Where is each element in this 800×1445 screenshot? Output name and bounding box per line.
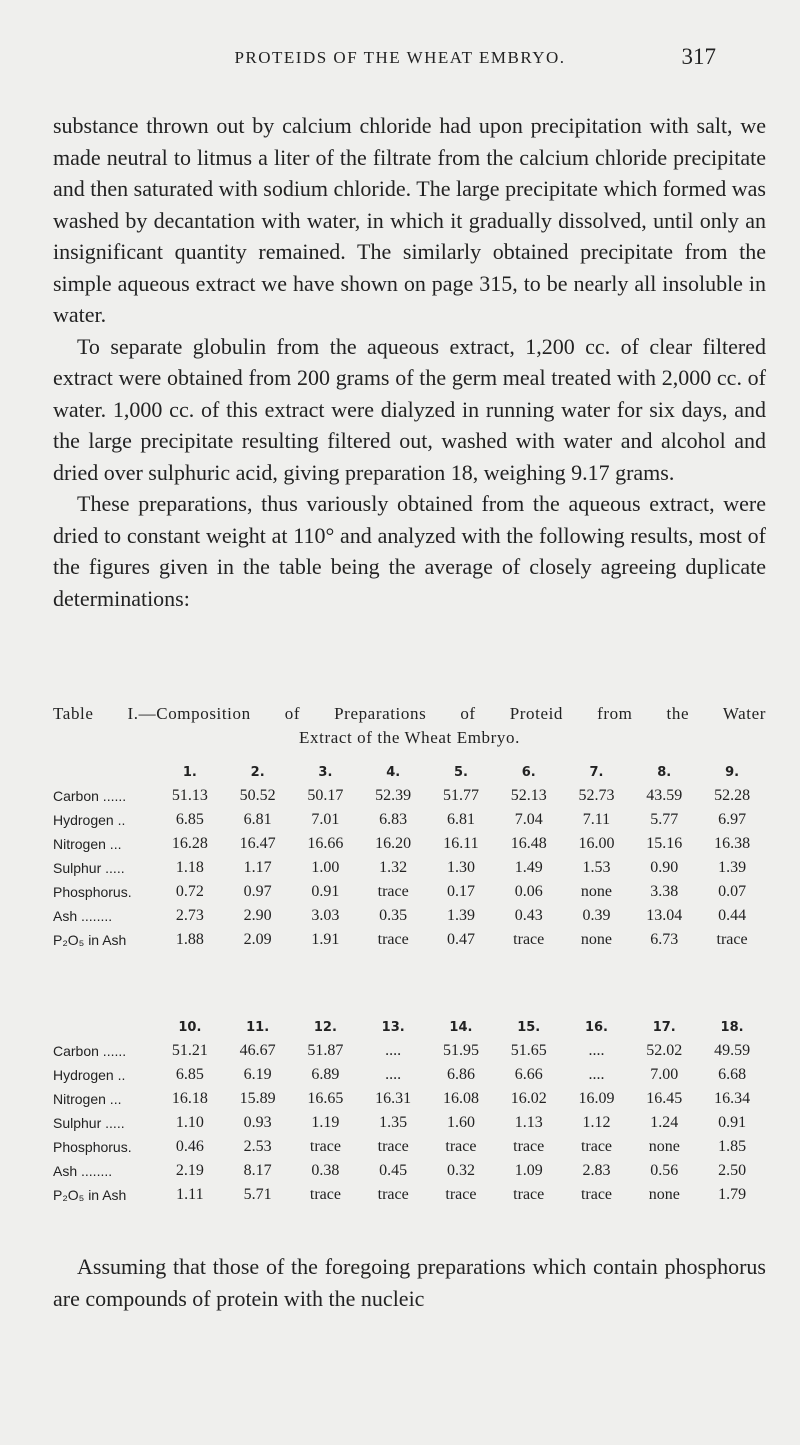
row-label: Sulphur ..... [53,1115,125,1131]
table-cell: 51.21 [171,1042,208,1059]
table-cell: 6.86 [446,1066,475,1083]
row-label: Sulphur ..... [53,860,125,876]
table-cell: 16.34 [714,1090,751,1107]
table-cell: 0.91 [718,1114,747,1131]
table-cell: 51.95 [442,1042,479,1059]
table-cell: 1.19 [311,1114,340,1131]
table-cell: 2.50 [718,1162,747,1179]
table-cell: 1.12 [582,1114,611,1131]
table-cell: 2.73 [175,907,204,924]
table-cell: trace [513,1138,545,1155]
table-cell: 52.13 [510,787,547,804]
table-cell: 0.45 [379,1162,408,1179]
table-cell: trace [445,1138,477,1155]
table-cell: 1.17 [243,859,272,876]
table-cell: trace [580,1186,613,1203]
row-label: P₂O₅ in Ash [53,1187,127,1203]
header-blank-cell [53,760,156,784]
column-header: 5. [453,764,468,780]
paragraph: These preparations, thus variously obtained from the aqueous extract, were dried to constant weight at 110° and analyzed with the following results, most of the figures given in the table being the average of closely agreeing duplicate determinations: [53,491,766,611]
table-cell: 52.02 [646,1042,683,1059]
table-cell: trace [513,1186,545,1203]
table-cell: 49.59 [714,1042,751,1059]
table-cell: 43.59 [646,787,683,804]
table-cell: 8.17 [243,1162,272,1179]
column-header: 11. [246,1019,270,1035]
row-label: P₂O₅ in Ash [53,932,127,948]
table-cell: 16.48 [510,835,547,852]
table-cell: trace [377,1186,409,1203]
table-row [53,1039,766,1063]
table-row [53,880,766,904]
table-cell: 2.83 [582,1162,611,1179]
table-cell: .... [588,1042,605,1059]
table-row [53,1159,766,1183]
column-header: 13. [381,1019,405,1035]
table-header-row [53,760,766,784]
paragraph: Assuming that those of the foregoing preparations which contain phosphorus are compounds of protein with the nucleic [53,1254,766,1311]
table-cell: 1.53 [582,859,611,876]
table-row [53,1087,766,1111]
table-cell: 0.32 [446,1162,475,1179]
table-cell: 3.03 [311,907,340,924]
table-cell: 0.17 [446,883,475,900]
table-cell: trace [377,931,409,948]
column-header: 14. [449,1019,473,1035]
table-header-row [53,1015,766,1039]
table-cell: 1.13 [514,1114,543,1131]
table-cell: 1.49 [514,859,543,876]
table-cell: 0.97 [243,883,272,900]
table-cell: 6.85 [175,811,204,828]
table-cell: 51.77 [442,787,479,804]
table-cell: 1.30 [446,859,475,876]
table-cell: 3.38 [650,883,679,900]
paragraph: substance thrown out by calcium chloride had upon precipitation with salt, we made neutral to litmus a liter of the filtrate from the calcium chloride precipitate and then saturated with sodium chloride. The large precipitate which formed was washed by decantation with water, in which it gradually dissolved, until only an insignificant quantity remained. The similarly obtained precipitate from the simple aqueous extract we have shown on page 315, to be nearly all insoluble in water. [53,113,766,327]
table-cell: trace [309,1186,341,1203]
header-blank-cell [53,1015,156,1039]
column-header: 9. [725,764,740,780]
table-cell: 46.67 [239,1042,276,1059]
table-cell: 1.60 [446,1114,475,1131]
table-cell: 16.20 [375,835,412,852]
table-cell: none [580,883,613,900]
table-cell: 50.17 [307,787,344,804]
table-cell: 15.16 [646,835,683,852]
table-cell: 1.18 [175,859,204,876]
paragraph: To separate globulin from the aqueous extract, 1,200 cc. of clear filtered extract were obtained from 200 grams of the germ meal treated with 2,000 cc. of water. 1,000 cc. of this extract were dialyzed in running water for six days, and the large precipitate resulting filtered out, washed with water and alcohol and dried over sulphuric acid, giving preparation 18, weighing 9.17 grams. [53,333,766,485]
table-cell: 16.00 [578,835,615,852]
table-cell: 1.35 [379,1114,408,1131]
table-cell: 6.89 [311,1066,340,1083]
table-cell: 1.39 [446,907,475,924]
table-cell: 7.01 [311,811,340,828]
table-row [53,1135,766,1159]
row-label: Hydrogen .. [53,812,126,828]
table-cell: 0.38 [311,1162,340,1179]
column-header: 16. [584,1019,608,1035]
column-header: 17. [652,1019,676,1035]
table-cell: .... [385,1066,402,1083]
table-cell: 16.31 [375,1090,412,1107]
table-cell: 0.39 [582,907,611,924]
table-cell: 6.85 [175,1066,204,1083]
table-cell: 1.11 [176,1186,204,1203]
row-label: Ash ........ [53,1163,113,1179]
table-cell: 1.24 [650,1114,679,1131]
table-cell: 2.19 [175,1162,204,1179]
table-cell: 1.39 [718,859,747,876]
table-cell: 6.73 [650,931,679,948]
column-header: 15. [517,1019,541,1035]
table-cell: 1.88 [175,931,204,948]
table-cell: 1.79 [718,1186,747,1203]
table-cell: 0.43 [514,907,543,924]
column-header: 12. [313,1019,337,1035]
table-cell: 2.53 [243,1138,272,1155]
column-header: 6. [521,764,536,780]
table-cell: 6.81 [243,811,272,828]
table-cell: 15.89 [239,1090,276,1107]
table-cell: 52.28 [714,787,751,804]
table-row [53,784,766,808]
table-cell: 7.00 [650,1066,679,1083]
table-row [53,1063,766,1087]
table-cell: 2.09 [243,931,272,948]
table-cell: 0.44 [718,907,747,924]
table-cell: 6.66 [514,1066,543,1083]
table-row [53,904,766,928]
table-cell: 6.97 [718,811,747,828]
table-cell: 1.32 [379,859,408,876]
row-label: Carbon ...... [53,788,127,804]
table-title-line-2: Extract of the Wheat Embryo. [299,728,520,747]
table-cell: 16.28 [171,835,208,852]
column-header: 2. [250,764,265,780]
table-cell: none [648,1186,680,1203]
table-row [53,928,766,952]
table-cell: trace [513,931,545,948]
column-header: 8. [657,764,672,780]
table-cell: 0.47 [446,931,475,948]
column-header: 18. [720,1019,744,1035]
table-cell: 0.91 [311,883,340,900]
table-cell: 1.09 [514,1162,543,1179]
table-cell: 16.18 [171,1090,208,1107]
table-cell: 2.90 [243,907,272,924]
table-row [53,1111,766,1135]
table-cell: 6.68 [718,1066,747,1083]
row-label: Carbon ...... [53,1043,127,1059]
table-cell: 51.65 [510,1042,547,1059]
table-cell: 6.19 [243,1066,272,1083]
table-row [53,808,766,832]
table-cell: 6.81 [446,811,475,828]
column-header: 7. [589,764,604,780]
table-cell: 0.56 [650,1162,679,1179]
table-cell: trace [377,1138,409,1155]
table-cell: 16.45 [646,1090,683,1107]
table-cell: 52.39 [375,787,412,804]
table-cell: 52.73 [578,787,615,804]
table-cell: 6.83 [379,811,408,828]
table-cell: 1.10 [175,1114,204,1131]
table-cell: trace [377,883,409,900]
column-header: 3. [318,764,333,780]
table-cell: 1.91 [311,931,340,948]
table-cell: 0.72 [175,883,204,900]
table-cell: 16.65 [307,1090,344,1107]
table-cell: .... [588,1066,605,1083]
table-cell: 16.11 [443,835,479,852]
running-head-title: PROTEIDS OF THE WHEAT EMBRYO. [234,48,566,67]
table-cell: 16.66 [307,835,344,852]
table-cell: trace [309,1138,341,1155]
table-cell: 7.11 [582,811,611,828]
row-label: Nitrogen ... [53,1091,122,1107]
row-label: Phosphorus. [53,884,132,900]
running-head [0,40,800,70]
table-cell: 0.07 [718,883,747,900]
row-label: Ash ........ [53,908,113,924]
row-label: Hydrogen .. [53,1067,126,1083]
column-header: 4. [386,764,401,780]
table-cell: 51.87 [307,1042,344,1059]
table-row [53,832,766,856]
table-row [53,1183,766,1207]
table-cell: 0.06 [514,883,543,900]
table-cell: 5.71 [243,1186,272,1203]
page-number: 317 [681,44,716,69]
table-cell: 0.35 [379,907,408,924]
body-text [53,110,766,614]
table-cell: 16.08 [442,1090,479,1107]
table-cell: trace [716,931,748,948]
column-header: 10. [178,1019,202,1035]
table-cell: 13.04 [646,907,683,924]
table-cell: 1.85 [718,1138,747,1155]
table-cell: 50.52 [239,787,276,804]
closing-text [53,1251,766,1314]
table-cell: 16.09 [578,1090,615,1107]
table-cell: 16.38 [714,835,751,852]
composition-table-block-1 [53,760,766,952]
table-cell: 0.46 [175,1138,204,1155]
table-cell: 16.02 [510,1090,547,1107]
table-cell: 7.04 [514,811,543,828]
row-label: Nitrogen ... [53,836,122,852]
table-title-line-1: Table I.—Composition of Preparations of Proteid from the Water [53,704,766,723]
table-cell: .... [385,1042,402,1059]
row-label: Phosphorus. [53,1139,132,1155]
column-header: 1. [182,764,197,780]
composition-table-block-2 [53,1015,766,1207]
table-cell: 0.93 [243,1114,272,1131]
table-title [53,702,766,750]
table-cell: 51.13 [171,787,208,804]
table-cell: trace [445,1186,477,1203]
table-cell: 0.90 [650,859,679,876]
table-row [53,856,766,880]
table-cell: none [648,1138,680,1155]
table-cell: 5.77 [650,811,679,828]
table-cell: 1.00 [311,859,340,876]
table-cell: none [580,931,613,948]
table-cell: 16.47 [239,835,276,852]
table-cell: trace [580,1138,613,1155]
